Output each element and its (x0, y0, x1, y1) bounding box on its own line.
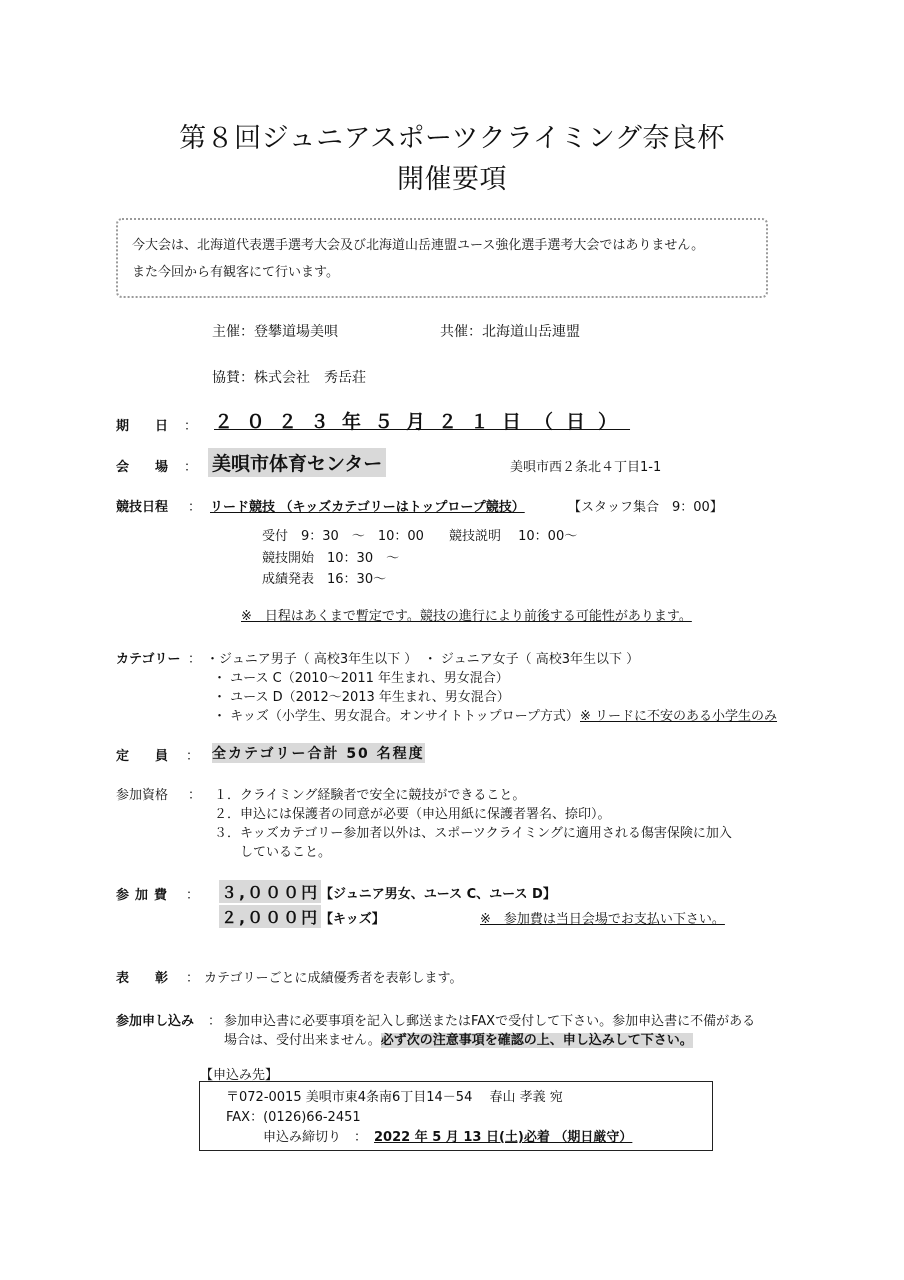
results-time: 成績発表 16：30～ (262, 572, 387, 587)
host: 主催：登攀道場美唄 (212, 324, 338, 340)
fee-label: 参加費 (116, 888, 174, 903)
deadline-value: 2022 年 5 月 13 日(土)必着 （期日厳守） (374, 1130, 633, 1145)
fee-desc-1: 【ジュニア男女、ユース C、ユース D】 (320, 887, 556, 902)
page-title: 第８回ジュニアスポーツクライミング奈良杯 (179, 123, 725, 154)
colon: ： (184, 419, 198, 434)
fee-note: ※ 参加費は当日会場でお支払い下さい。 (480, 912, 725, 927)
eligibility-item: していること。 (214, 845, 332, 860)
category-item: ・ ユース D（2012～2013 年生まれ、男女混合） (213, 690, 510, 705)
cohost: 共催：北海道山岳連盟 (440, 324, 580, 340)
briefing-time: 競技説明 10：00～ (449, 529, 578, 544)
colon: ： (188, 652, 202, 667)
colon: ： (184, 460, 198, 475)
schedule-main: リード競技 （キッズカテゴリーはトップロープ競技） (210, 500, 525, 515)
application-label: 参加申し込み (116, 1014, 195, 1029)
destination-address: 〒072-0015 美唄市東4条南6丁目14－54 春山 孝義 宛 (226, 1090, 563, 1105)
schedule-label: 競技日程 (116, 500, 169, 515)
application-text-2 (224, 1029, 693, 1048)
category-label: カテゴリー (116, 652, 181, 667)
eligibility-item: ３．キッズカテゴリー参加者以外は、スポーツクライミングに適用される傷害保険に加入 (214, 826, 732, 841)
venue-name: 美唄市体育センター (208, 448, 386, 477)
award-text: カテゴリーごとに成績優秀者を表彰します。 (204, 971, 463, 986)
eligibility-item: １．クライミング経験者で安全に競技ができること。 (214, 788, 526, 803)
colon: ： (186, 971, 200, 986)
capacity-value: 全カテゴリー合計 50 名程度 (212, 743, 425, 763)
capacity-label: 定 員 (116, 749, 169, 764)
fee-amount-1: ３,０００円 (219, 880, 321, 903)
reception-time: 受付 9：30 ～ 10：00 (262, 529, 424, 544)
colon: ： (208, 1014, 222, 1029)
staff-time: 【スタッフ集合 9：00】 (568, 500, 723, 515)
fee-desc-2: 【キッズ】 (320, 912, 385, 927)
date-label: 期 日 (116, 419, 169, 434)
award-label: 表 彰 (116, 971, 169, 986)
application-emphasis: 必ず次の注意事項を確認の上、申し込みして下さい。 (380, 1033, 693, 1048)
venue-label: 会 場 (116, 460, 169, 475)
category-item: ・ キッズ（小学生、男女混合。オンサイトトップロープ方式） (213, 709, 579, 724)
colon: ： (188, 788, 202, 803)
schedule-note: ※ 日程はあくまで暫定です。競技の進行により前後する可能性があります。 (241, 609, 692, 624)
sponsor: 協賛：株式会社 秀岳荘 (212, 370, 366, 386)
application-text-1: 参加申込書に必要事項を記入し郵送またはFAXで受付して下さい。参加申込書に不備がある (224, 1014, 756, 1029)
fee-amount-2: ２,０００円 (219, 905, 321, 928)
destination-fax: FAX：(0126)66-2451 (226, 1110, 361, 1125)
venue-address: 美唄市西２条北４丁目1-1 (510, 460, 662, 475)
notice-line-1: 今大会は、北海道代表選手選考大会及び北海道山岳連盟ユース強化選手選考大会ではありません。 (132, 238, 705, 253)
eligibility-item: ２．申込には保護者の同意が必要（申込用紙に保護者署名、捺印）。 (214, 807, 611, 822)
page-subtitle: 開催要項 (397, 164, 507, 195)
category-item: ・ジュニア男子（ 高校3年生以下 ） ・ ジュニア女子（ 高校3年生以下 ） (206, 652, 640, 667)
deadline-label: 申込み締切り ： (263, 1130, 368, 1145)
application-text-2a: 場合は、受付出来ません。 (224, 1033, 381, 1048)
category-item: ・ ユース C（2010～2011 年生まれ、男女混合） (213, 671, 509, 686)
start-time: 競技開始 10：30 ～ (262, 551, 400, 566)
eligibility-label: 参加資格 (116, 788, 169, 803)
notice-line-2: また今回から有観客にて行います。 (132, 265, 339, 280)
notice-box (116, 218, 768, 298)
colon: ： (186, 749, 200, 764)
colon: ： (186, 888, 200, 903)
kids-note: ※ リードに不安のある小学生のみ (580, 709, 778, 724)
destination-heading: 【申込み先】 (200, 1068, 279, 1083)
colon: ： (188, 500, 202, 515)
date-value: ２０２３年５月２１日（日） (214, 411, 631, 433)
